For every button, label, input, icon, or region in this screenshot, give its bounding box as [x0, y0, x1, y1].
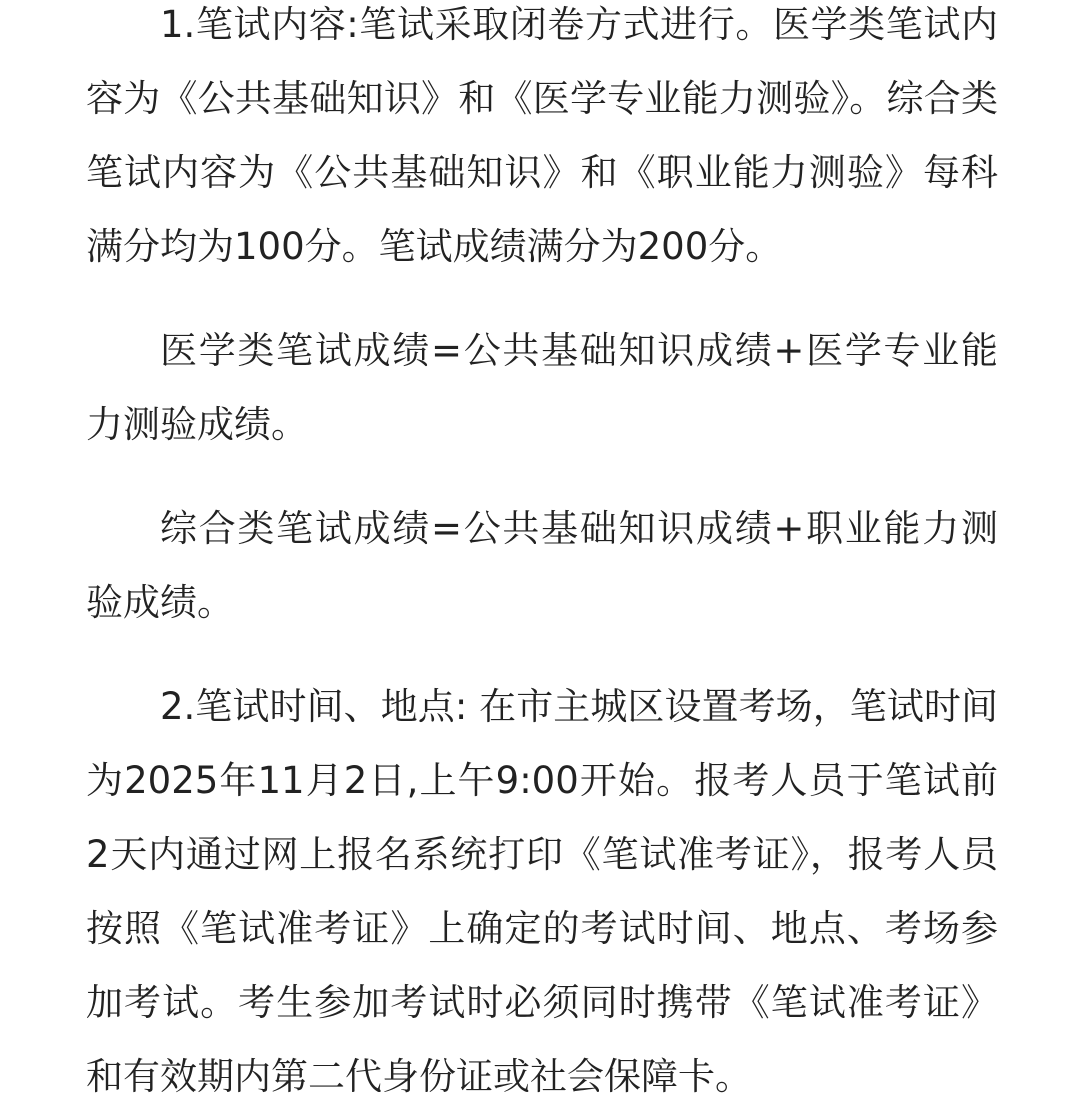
paragraph-medical-score-formula: 医学类笔试成绩=公共基础知识成绩+医学专业能力测验成绩。 — [86, 329, 998, 446]
paragraph-exam-time-location: 2.笔试时间、地点: 在市主城区设置考场，笔试时间为2025年11月2日,上午9:00开始。报考人员于笔试前2天内通过网上报名系统打印《笔试准考证》，报考人员按照《笔试准考证》上确定的考试时间、地点、考场参加考试。考生参加考试时必须同时携带《笔试准考证》和有效期内第二代身份证或社会保障卡。 — [86, 685, 998, 1098]
paragraph-written-exam-content: 1.笔试内容:笔试采取闭卷方式进行。医学类笔试内容为《公共基础知识》和《医学专业能力测验》。综合类笔试内容为《公共基础知识》和《职业能力测验》每科满分均为100分。笔试成绩满分为200分。 — [86, 3, 998, 268]
paragraph-comprehensive-score-formula: 综合类笔试成绩=公共基础知识成绩+职业能力测验成绩。 — [86, 507, 998, 624]
